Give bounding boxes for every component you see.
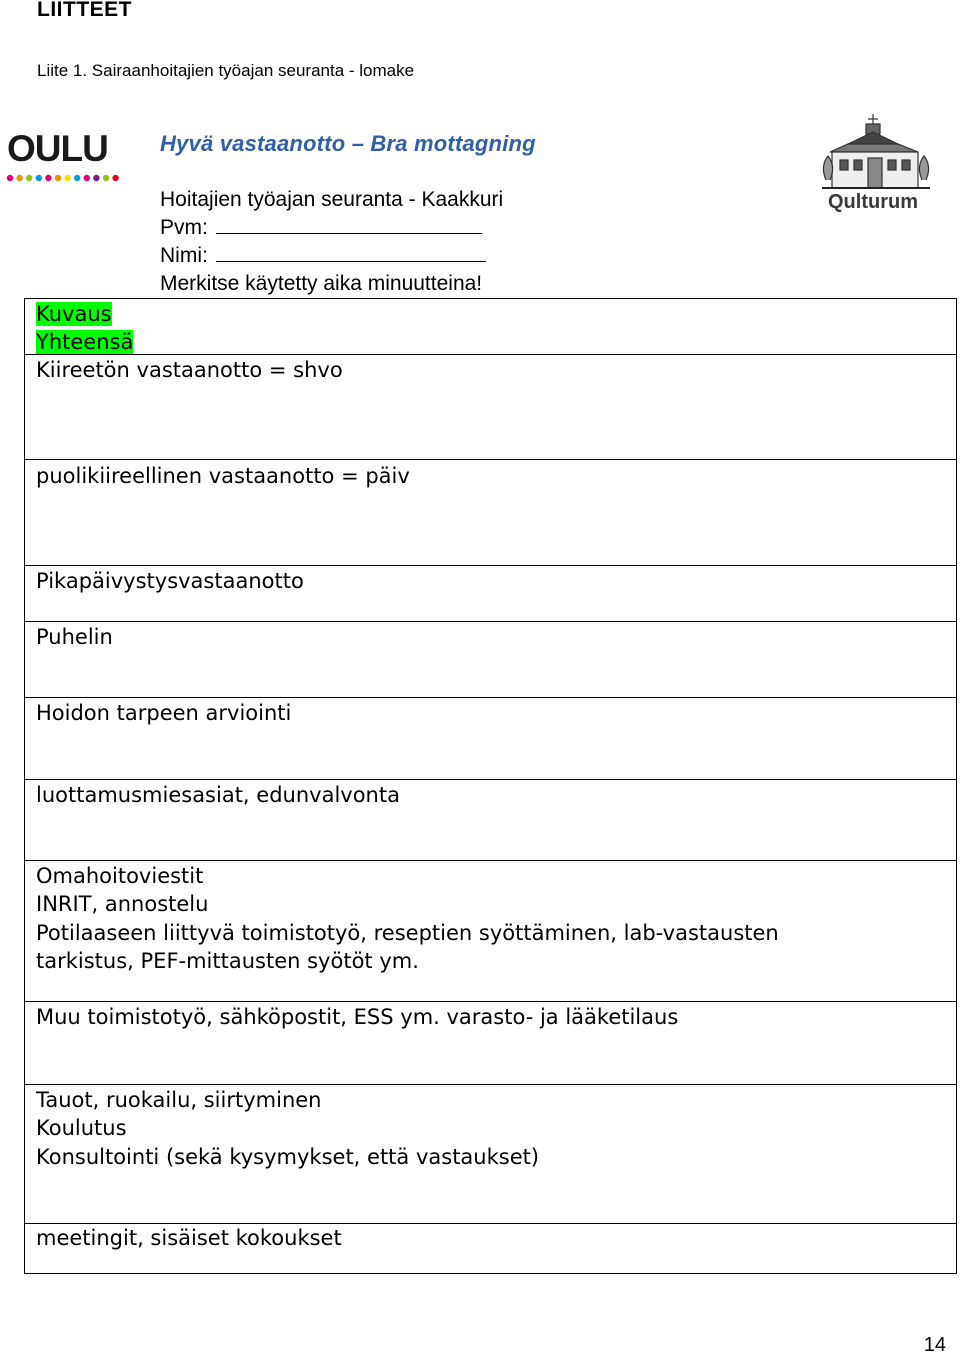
table-row-6: luottamusmiesasiat, edunvalvonta [36, 783, 400, 807]
table-row-8: Muu toimistotyö, sähköpostit, ESS ym. varasto- ja lääketilaus [36, 1005, 679, 1029]
form-title: Hyvä vastaanotto – Bra mottagning [160, 131, 536, 156]
name-label: Nimi: [160, 244, 208, 267]
row-divider [25, 697, 956, 698]
building-icon [822, 114, 930, 188]
page-heading: LIITTEET [37, 0, 132, 21]
column-header-total: Yhteensä [36, 330, 134, 354]
table-row-7-line-2: INRIT, annostelu [36, 892, 209, 916]
table-row-9-line-2: Koulutus [36, 1116, 127, 1140]
row-divider [25, 779, 956, 780]
table-row-9-line-3: Konsultointi (sekä kysymykset, että vastaukset) [36, 1145, 540, 1169]
name-field[interactable] [160, 244, 486, 268]
date-label: Pvm: [160, 216, 208, 239]
logo-dot [112, 175, 118, 181]
column-header-description: Kuvaus [36, 302, 112, 326]
row-divider [25, 354, 956, 355]
row-divider [25, 1001, 956, 1002]
table-row-4: Puhelin [36, 625, 113, 649]
logo-dot [16, 175, 22, 181]
page-number: 14 [923, 1334, 946, 1356]
logo-dot [45, 175, 51, 181]
logo-dot [74, 175, 80, 181]
appendix-title: Liite 1. Sairaanhoitajien työajan seuranta - lomake [37, 61, 415, 80]
date-field[interactable] [160, 216, 482, 240]
table-row-1: Kiireetön vastaanotto = shvo [36, 358, 343, 382]
form-subtitle: Hoitajien työajan seuranta - Kaakkuri [160, 188, 504, 211]
table-row-7-line-3: Potilaaseen liittyvä toimistotyö, reseptien syöttäminen, lab-vastausten [36, 921, 779, 945]
table-row-7-line-4: tarkistus, PEF-mittausten syötöt ym. [36, 949, 419, 973]
logo-dot [55, 175, 61, 181]
oulu-logo [6, 126, 124, 186]
logo-dot [7, 175, 13, 181]
logo-dot [84, 175, 90, 181]
logo-dot [64, 175, 70, 181]
table-row-3: Pikapäivystysvastaanotto [36, 569, 304, 593]
logo-dot [103, 175, 109, 181]
row-divider [25, 860, 956, 861]
qulturum-logo [818, 110, 936, 218]
table-row-5: Hoidon tarpeen arviointi [36, 701, 292, 725]
row-divider [25, 1084, 956, 1085]
row-divider [25, 621, 956, 622]
date-blank[interactable] [216, 219, 482, 234]
table-row-9-line-1: Tauot, ruokailu, siirtyminen [36, 1088, 322, 1112]
name-blank[interactable] [216, 247, 486, 262]
table-row-10: meetingit, sisäiset kokoukset [36, 1226, 342, 1250]
table-row-7-line-1: Omahoitoviestit [36, 864, 204, 888]
logo-dot [26, 175, 32, 181]
time-tracking-table [24, 298, 957, 1274]
oulu-logo-text: OULU [7, 128, 108, 169]
instruction-text: Merkitse käytetty aika minuutteina! [160, 272, 483, 295]
logo-dot [93, 175, 99, 181]
qulturum-logo-text: Qulturum [828, 191, 918, 213]
row-divider [25, 565, 956, 566]
logo-dot [36, 175, 42, 181]
row-divider [25, 459, 956, 460]
table-row-2: puolikiireellinen vastaanotto = päiv [36, 464, 410, 488]
